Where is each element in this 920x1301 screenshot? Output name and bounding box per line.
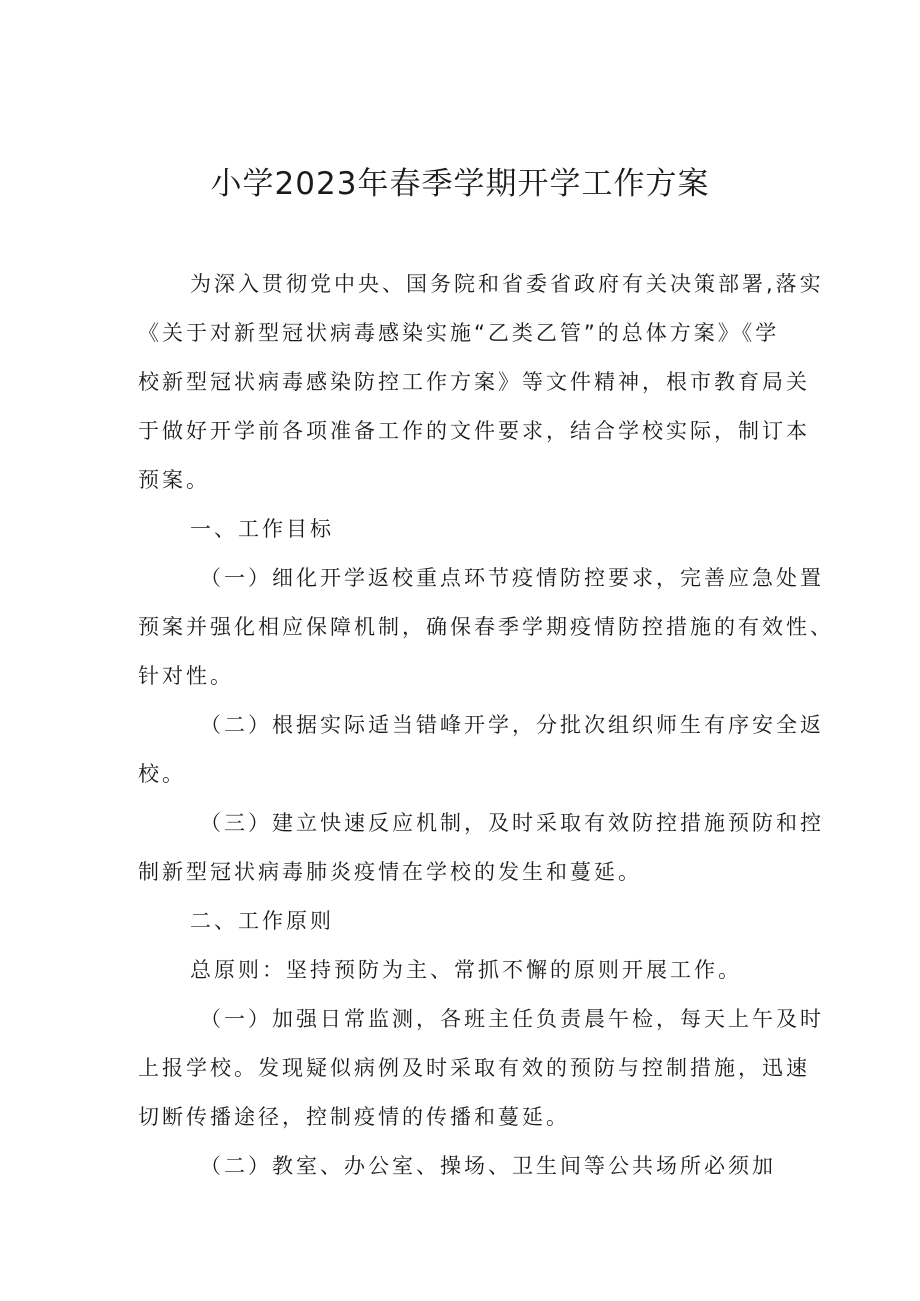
paragraph-line: （二）教室、办公室、操场、卫生间等公共场所必须加 xyxy=(200,1154,776,1178)
document-title: 小学2023年春季学期开学工作方案 xyxy=(210,166,710,202)
paragraph-principle-general xyxy=(138,946,798,995)
paragraph-line: （二）根据实际适当错峰开学，分批次组织师生有序安全返 xyxy=(200,713,824,737)
section-heading-text: 二、工作原则 xyxy=(190,909,334,933)
paragraph-principle-1 xyxy=(138,995,824,1142)
paragraph-line: 针对性。 xyxy=(138,664,234,688)
paragraph-line: 总原则：坚持预防为主、常抓不懈的原则开展工作。 xyxy=(190,958,742,982)
paragraph-intro xyxy=(138,260,824,505)
document-body xyxy=(138,260,834,1191)
section-heading-goals xyxy=(138,505,798,554)
paragraph-line: （一）加强日常监测，各班主任负责晨午检，每天上午及时 xyxy=(200,1007,824,1031)
paragraph-goal-3 xyxy=(138,799,824,897)
paragraph-line: 制新型冠状病毒肺炎疫情在学校的发生和蔓延。 xyxy=(138,860,642,884)
section-heading-text: 一、工作目标 xyxy=(190,517,334,541)
paragraph-line: 校。 xyxy=(138,762,186,786)
paragraph-goal-2 xyxy=(138,701,824,799)
paragraph-principle-2 xyxy=(138,1142,798,1191)
paragraph-line: 《关于对新型冠状病毒感染实施“乙类乙管”的总体方案》《学 xyxy=(138,321,780,345)
paragraph-goal-1 xyxy=(138,554,834,701)
paragraph-line: 预案。 xyxy=(138,468,210,492)
paragraph-line: 切断传播途径，控制疫情的传播和蔓延。 xyxy=(138,1105,570,1129)
paragraph-line: 校新型冠状病毒感染防控工作方案》等文件精神，根市教育局关 xyxy=(138,370,810,394)
section-heading-principles xyxy=(138,897,798,946)
paragraph-line: （三）建立快速反应机制，及时采取有效防控措施预防和控 xyxy=(200,811,824,835)
paragraph-line: 上报学校。发现疑似病例及时采取有效的预防与控制措施，迅速 xyxy=(138,1056,810,1080)
paragraph-line: 为深入贯彻党中央、国务院和省委省政府有关决策部署,落实 xyxy=(190,272,824,296)
paragraph-line: 于做好开学前各项准备工作的文件要求，结合学校实际，制订本 xyxy=(138,419,810,443)
paragraph-line: （一）细化开学返校重点环节疫情防控要求，完善应急处置 xyxy=(200,566,824,590)
paragraph-line: 预案并强化相应保障机制，确保春季学期疫情防控措施的有效性、 xyxy=(138,615,834,639)
